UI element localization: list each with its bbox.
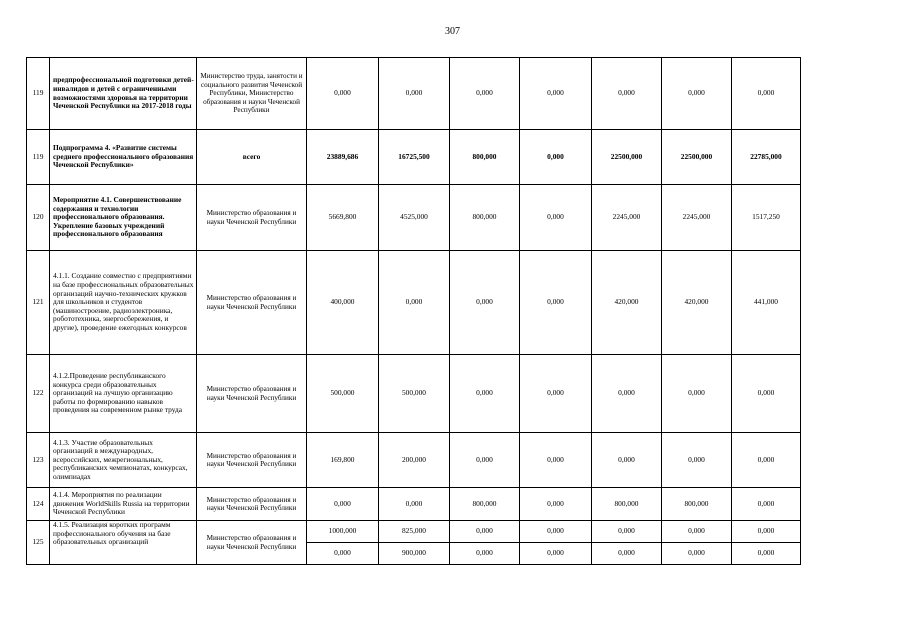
value-cell: 2245,000 [662, 185, 732, 251]
row-ministry: Министерство образования и науки Чеченской Республики [197, 433, 307, 488]
row-description: 4.1.1. Создание совместно с предприятиями на базе профессиональных образовательных организаций научно-технических кружков для школьников и студентов (машиностроение, радиоэлектроника, робототехника, энергосбережения, и другие), проведение ежегодных конкурсов [50, 251, 197, 355]
value-cell: 0,000 [662, 355, 732, 433]
value-cell: 0,000 [732, 58, 801, 130]
row-ministry: Министерство образования и науки Чеченской Республики [197, 251, 307, 355]
row-ministry: Министерство труда, занятости и социального развития Чеченской Республики, Министерство образования и науки Чеченской Республики [197, 58, 307, 130]
value-cell: 0,000 [307, 488, 379, 521]
value-cell: 0,000 [662, 543, 732, 565]
value-cell: 0,000 [520, 543, 592, 565]
value-cell: 22785,000 [732, 130, 801, 185]
value-cell: 0,000 [520, 355, 592, 433]
value-cell: 0,000 [307, 543, 379, 565]
value-cell: 441,000 [732, 251, 801, 355]
value-cell: 4525,000 [379, 185, 450, 251]
row-number: 120 [27, 185, 50, 251]
value-cell: 1517,250 [732, 185, 801, 251]
value-cell: 800,000 [592, 488, 662, 521]
value-cell: 900,000 [379, 543, 450, 565]
value-cell: 0,000 [592, 58, 662, 130]
value-cell: 0,000 [450, 521, 520, 543]
value-cell: 22500,000 [592, 130, 662, 185]
budget-table [26, 57, 801, 565]
value-cell: 0,000 [379, 488, 450, 521]
value-cell: 420,000 [662, 251, 732, 355]
row-ministry: всего [197, 130, 307, 185]
value-cell: 0,000 [450, 251, 520, 355]
table-row [27, 251, 801, 355]
value-cell: 0,000 [520, 488, 592, 521]
row-ministry: Министерство образования и науки Чеченской Республики [197, 488, 307, 521]
value-cell: 0,000 [592, 355, 662, 433]
value-cell: 23889,686 [307, 130, 379, 185]
value-cell: 0,000 [662, 521, 732, 543]
value-cell: 800,000 [662, 488, 732, 521]
value-cell: 0,000 [732, 433, 801, 488]
value-cell: 500,000 [307, 355, 379, 433]
value-cell: 169,800 [307, 433, 379, 488]
value-cell: 5669,800 [307, 185, 379, 251]
table-row [27, 521, 801, 543]
row-ministry: Министерство образования и науки Чеченской Республики [197, 185, 307, 251]
value-cell: 0,000 [520, 251, 592, 355]
value-cell: 0,000 [592, 433, 662, 488]
table-row [27, 185, 801, 251]
value-cell: 800,000 [450, 185, 520, 251]
value-cell: 0,000 [592, 543, 662, 565]
table-row [27, 488, 801, 521]
value-cell: 500,000 [379, 355, 450, 433]
value-cell: 0,000 [732, 355, 801, 433]
value-cell: 0,000 [450, 355, 520, 433]
row-number: 123 [27, 433, 50, 488]
value-cell: 0,000 [379, 58, 450, 130]
value-cell: 0,000 [520, 521, 592, 543]
value-cell: 0,000 [732, 488, 801, 521]
value-cell: 0,000 [379, 251, 450, 355]
row-ministry: Министерство образования и науки Чеченской Республики [197, 355, 307, 433]
value-cell: 2245,000 [592, 185, 662, 251]
row-description: 4.1.4. Мероприятия по реализации движения WorldSkills Russia на территории Чеченской Республики [50, 488, 197, 521]
value-cell: 1000,000 [307, 521, 379, 543]
row-ministry: Министерство образования и науки Чеченской Республики [197, 521, 307, 565]
value-cell: 0,000 [450, 543, 520, 565]
row-description: Подпрограмма 4. «Развитие системы среднего профессионального образования Чеченской Республики» [50, 130, 197, 185]
row-description: предпрофессиональной подготовки детей-инвалидов и детей с ограниченными возможностями здоровья на территории Чеченской Республики на 2017-2018 годы [50, 58, 197, 130]
value-cell: 0,000 [732, 521, 801, 543]
row-number: 119 [27, 58, 50, 130]
page-number: 307 [445, 26, 460, 37]
row-number: 125 [27, 521, 50, 565]
value-cell: 800,000 [450, 130, 520, 185]
row-number: 119 [27, 130, 50, 185]
value-cell: 0,000 [732, 543, 801, 565]
table-row [27, 130, 801, 185]
value-cell: 0,000 [662, 433, 732, 488]
row-number: 121 [27, 251, 50, 355]
value-cell: 0,000 [592, 521, 662, 543]
table-row [27, 433, 801, 488]
value-cell: 0,000 [307, 58, 379, 130]
table-row [27, 355, 801, 433]
value-cell: 0,000 [450, 433, 520, 488]
value-cell: 800,000 [450, 488, 520, 521]
value-cell: 0,000 [662, 58, 732, 130]
value-cell: 0,000 [520, 185, 592, 251]
row-number: 124 [27, 488, 50, 521]
value-cell: 400,000 [307, 251, 379, 355]
row-description: Мероприятие 4.1. Совершенствование содержания и технологии профессионального образования. Укрепление базовых учреждений профессионального образования [50, 185, 197, 251]
value-cell: 22500,000 [662, 130, 732, 185]
value-cell: 0,000 [520, 433, 592, 488]
value-cell: 420,000 [592, 251, 662, 355]
row-description: 4.1.2.Проведение республиканского конкурса среди образовательных организаций на лучшую организацию работы по формированию навыков проведения на современном рынке труда [50, 355, 197, 433]
value-cell: 0,000 [520, 130, 592, 185]
row-description: 4.1.5. Реализация коротких программ профессионального обучения на базе образовательных организаций [50, 521, 197, 565]
value-cell: 0,000 [450, 58, 520, 130]
table-row [27, 58, 801, 130]
row-number: 122 [27, 355, 50, 433]
value-cell: 16725,500 [379, 130, 450, 185]
value-cell: 200,000 [379, 433, 450, 488]
row-description: 4.1.3. Участие образовательных организаций в международных, всероссийских, межрегиональных, республиканских чемпионатах, конкурсах, олимпиадах [50, 433, 197, 488]
value-cell: 0,000 [520, 58, 592, 130]
value-cell: 825,000 [379, 521, 450, 543]
